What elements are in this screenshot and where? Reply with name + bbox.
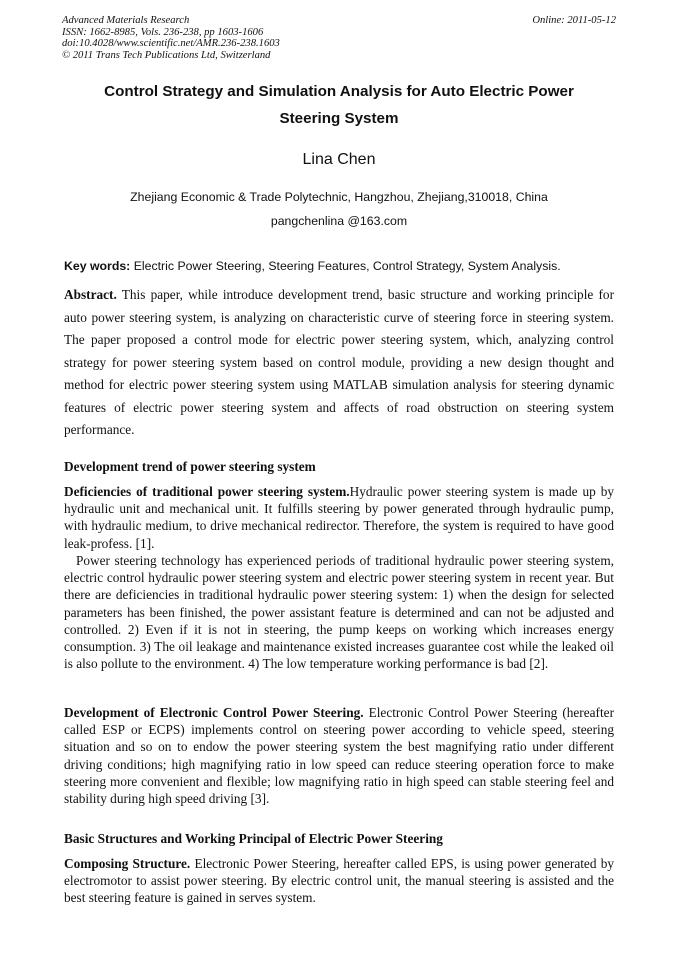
abstract-label: Abstract. [64, 287, 117, 302]
deficiencies-text: Hydraulic power steering system is made up by hydraulic unit and mechanical unit. It fulfills steering by power generated through hydraulic pump, with hydraulic medium, to drive mechanical redirector. Therefore, the system is required to have good leak-profess. [1]. [64, 484, 615, 551]
author-name: Lina Chen [302, 151, 376, 168]
ecps-paragraph [64, 704, 614, 807]
copyright-line: © 2011 Trans Tech Publications Ltd, Switzerland [62, 49, 271, 61]
section-heading-basic-structures: Basic Structures and Working Principal of Electric Power Steering [64, 831, 443, 846]
keywords-text: Electric Power Steering, Steering Features, Control Strategy, System Analysis. [130, 259, 561, 273]
journal-header [62, 15, 616, 61]
power-steering-paragraph: Power steering technology has experienced periods of traditional hydraulic power steering system, electric control hydraulic power steering system and electric power steering system in recent year. But there are deficiencies in traditional hydraulic power steering system: 1) when the design for selected parameters has been finished, the power assistant feature is determined and can not be adjusted and controlled. 2) Even if it is not in steering, the pump keeps on working which increases energy consumption. 3) The oil leakage and maintenance existed increases guarantee cost while the leaked oil is also pollute to the environment. 4) The low temperature working performance is bad [2]. [64, 553, 614, 672]
title-line-1: Control Strategy and Simulation Analysis for Auto Electric Power [104, 83, 574, 100]
journal-name: Advanced Materials Research [62, 15, 190, 26]
composing-paragraph [64, 855, 614, 907]
title-line-2: Steering System [279, 110, 399, 127]
section-heading-development: Development trend of power steering system [64, 459, 316, 474]
keywords-label: Key words: [64, 259, 131, 273]
online-date: Online: 2011-05-12 [532, 15, 616, 26]
ecps-text: Electronic Control Power Steering (hereafter called ESP or ECPS) implements control on steering power according to vehicle speed, steering situation and so on to endow the power steering system the best magnifying ratio under different driving conditions; high magnifying ratio in low speed can reduce steering operation force to make steering more convenient and flexible; low magnifying ratio in high speed can stable steering feel and stability during high speed driving [3]. [64, 705, 614, 807]
deficiencies-paragraph [64, 483, 614, 552]
composing-label: Composing Structure. [64, 856, 191, 871]
issn-line: ISSN: 1662-8985, Vols. 236-238, pp 1603-1606 [62, 26, 264, 38]
abstract-paragraph [64, 284, 614, 442]
paper-title [64, 78, 614, 132]
ecps-label: Development of Electronic Control Power Steering. [64, 705, 364, 720]
keywords [64, 257, 614, 275]
composing-text: Electronic Power Steering, hereafter called EPS, is using power generated by electromotor to assist power steering. By electric control unit, the manual steering is assisted and the best steering feature is gained in serves system. [64, 856, 615, 906]
author-email: pangchenlina @163.com [270, 214, 408, 228]
doi-line: doi:10.4028/www.scientific.net/AMR.236-238.1603 [62, 38, 280, 50]
abstract-text: This paper, while introduce development trend, basic structure and working principle for auto power steering system, is analyzing on characteristic curve of steering force in steering system. The paper proposed a control mode for electric power steering system, which, analyzing control strategy for power steering system based on control module, providing a new design thought and method for electric power steering system using MATLAB simulation analysis for steering dynamic features of electric power steering system and affects of road obstruction on steering system performance. [64, 287, 614, 437]
author-affiliation: Zhejiang Economic & Trade Polytechnic, Hangzhou, Zhejiang,310018, China [130, 190, 548, 204]
deficiencies-label: Deficiencies of traditional power steering system. [64, 484, 350, 499]
